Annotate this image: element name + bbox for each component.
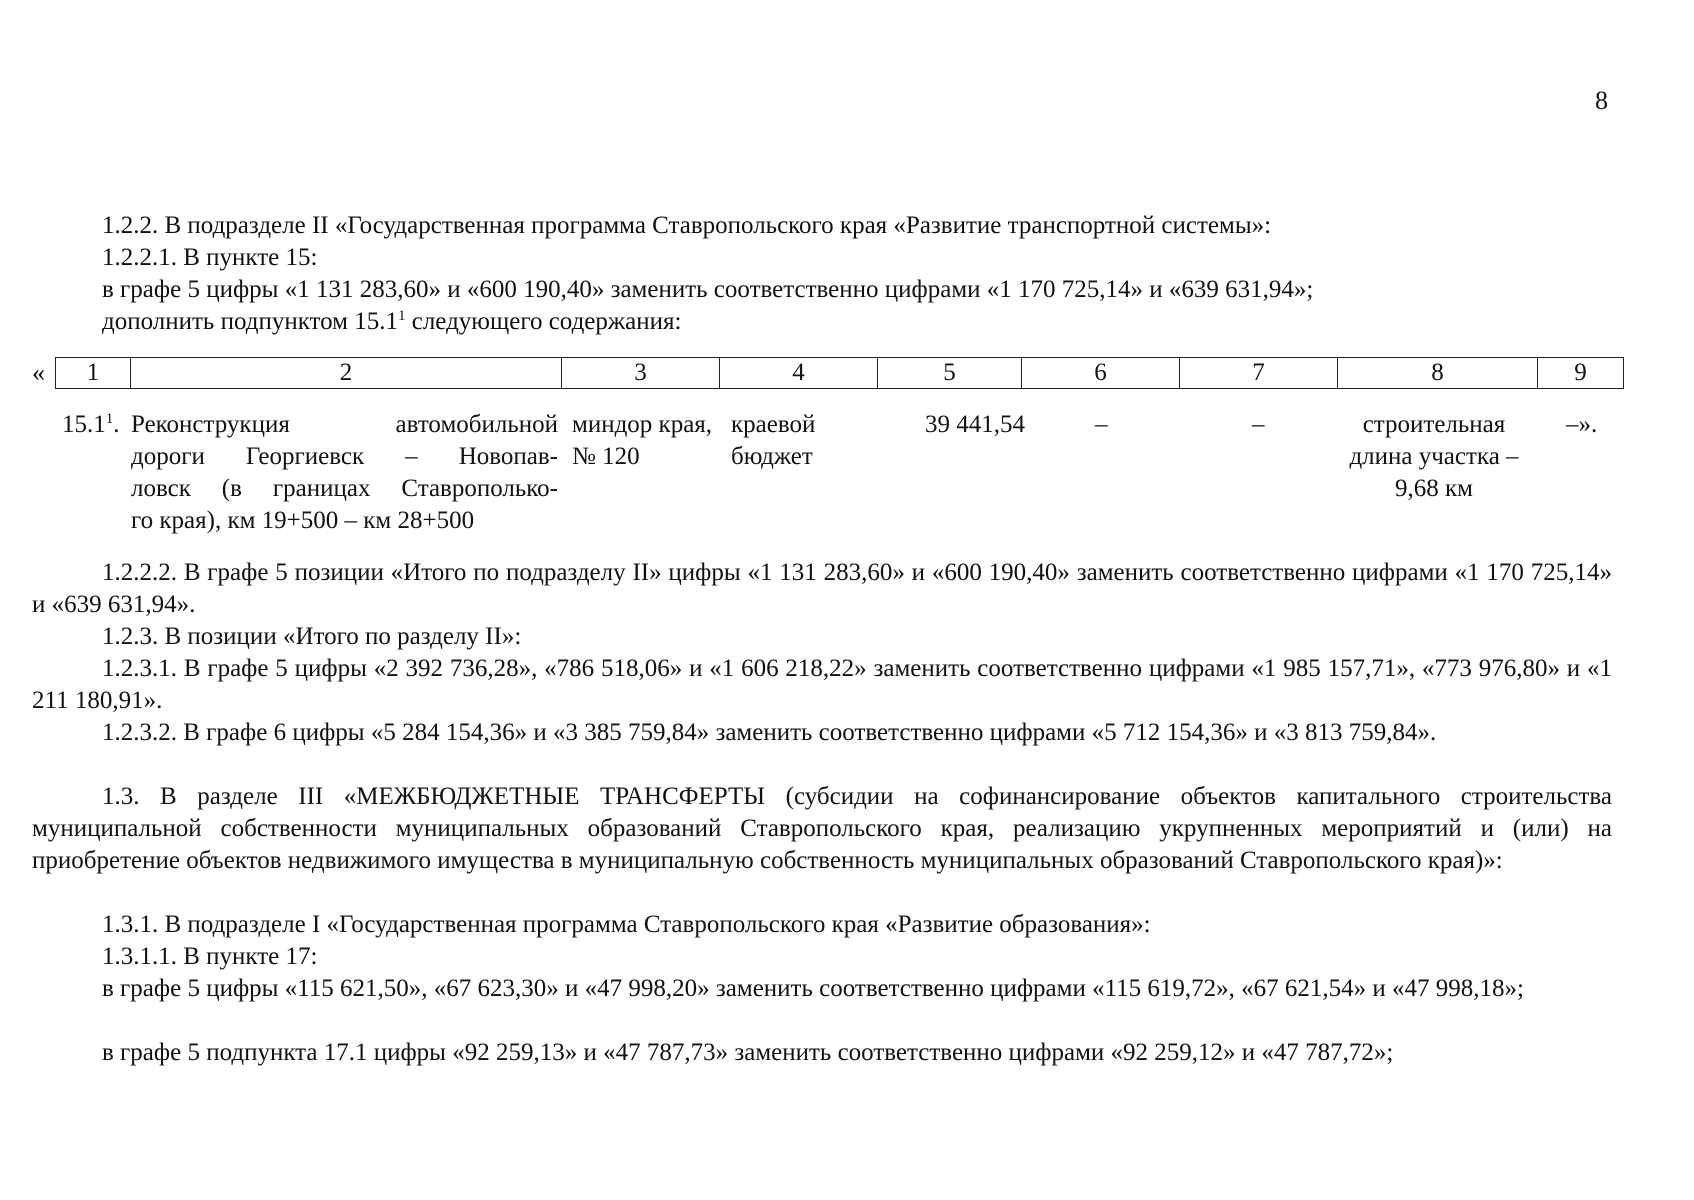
intro-paragraph-3: в графе 5 цифры «1 131 283,60» и «600 190,40» заменить соответственно цифрами «1 170 725,14» и «639 631,94»; bbox=[102, 276, 1314, 303]
row-col9-value: –». bbox=[1566, 411, 1598, 438]
body-paragraph-5: 1.3. В разделе III «МЕЖБЮДЖЕТНЫЕ ТРАНСФЕРТЫ (субсидии на софинансирование объектов капитального строительства муниципальной собственности муниципальных образований Ставропольского края, реализацию укрупненных мероприятий и (или) на приобретение объектов недвижимого имущества в муниципальную собственность муниципальных образований Ставропольского края)»: bbox=[32, 783, 1612, 874]
body-paragraph-4: 1.2.3.2. В графе 6 цифры «5 284 154,36» и «3 385 759,84» заменить соответственно цифрами «5 712 154,36» и «3 813 759,84». bbox=[102, 719, 1437, 746]
header-cell-3: 3 bbox=[562, 358, 720, 389]
body-paragraph-9: в графе 5 подпункта 17.1 цифры «92 259,13» и «47 787,73» заменить соответственно цифрами «92 259,12» и «47 787,72»; bbox=[102, 1039, 1394, 1066]
intro-p4-text: дополнить подпунктом 15.1 bbox=[102, 308, 398, 335]
header-cell-6: 6 bbox=[1022, 358, 1180, 389]
row-object-name bbox=[131, 409, 558, 537]
header-cell-2: 2 bbox=[131, 358, 562, 389]
body-paragraph-2: 1.2.3. В позиции «Итого по разделу II»: bbox=[102, 623, 522, 650]
header-cell-1: 1 bbox=[56, 358, 131, 389]
row-col7-value: – bbox=[1252, 411, 1265, 438]
header-cell-9: 9 bbox=[1538, 358, 1624, 389]
table-open-quote: « bbox=[32, 358, 45, 387]
body-paragraph-6: 1.3.1. В подразделе I «Государственная программа Ставропольского края «Развитие образования»: bbox=[102, 911, 1151, 938]
column-header-row bbox=[56, 358, 1624, 389]
row-col4-budget: краевой бюджет bbox=[731, 411, 816, 470]
intro-paragraph-2: 1.2.2.1. В пункте 15: bbox=[102, 244, 318, 271]
header-cell-4: 4 bbox=[720, 358, 878, 389]
header-cell-8: 8 bbox=[1338, 358, 1538, 389]
row-col3-agency: миндор края, № 120 bbox=[572, 411, 713, 470]
intro-paragraph-4 bbox=[102, 306, 681, 338]
row-number bbox=[62, 409, 120, 441]
row-number-superscript: 1 bbox=[105, 411, 114, 427]
body-paragraph-8: в графе 5 цифры «115 621,50», «67 623,30» и «47 998,20» заменить соответственно цифрами «115 619,72», «67 621,54» и «47 998,18»; bbox=[102, 975, 1524, 1002]
intro-p4-superscript: 1 bbox=[397, 308, 406, 324]
intro-paragraph-1: 1.2.2. В подразделе II «Государственная программа Ставропольского края «Развитие транспортной системы»: bbox=[102, 212, 1272, 239]
body-paragraph-3: 1.2.3.1. В графе 5 цифры «2 392 736,28», «786 518,06» и «1 606 218,22» заменить соответственно цифрами «1 985 157,71», «773 976,80» и «1 211 180,91». bbox=[32, 655, 1612, 714]
row-object-name-line: дороги Георгиевск – Новопав- bbox=[131, 443, 558, 470]
row-object-name-line: Реконструкция автомобильной bbox=[131, 411, 558, 438]
page-number: 8 bbox=[1595, 86, 1608, 115]
row-number-dot: . bbox=[113, 411, 120, 438]
body-paragraph-7: 1.3.1.1. В пункте 17: bbox=[102, 943, 318, 970]
row-object-name-line: ловск (в границах Ставрополько- bbox=[131, 475, 558, 502]
row-col5-amount: 39 441,54 bbox=[925, 411, 1025, 438]
row-col8-capacity: строительная длина участка – 9,68 км bbox=[1349, 411, 1519, 502]
header-cell-7: 7 bbox=[1180, 358, 1338, 389]
body-paragraph-1: 1.2.2.2. В графе 5 позиции «Итого по подразделу II» цифры «1 131 283,60» и «600 190,40» заменить соответственно цифрами «1 170 725,14» и «639 631,94». bbox=[32, 559, 1612, 618]
row-object-name-line: го края), км 19+500 – км 28+500 bbox=[131, 507, 475, 534]
intro-p4-tail: следующего содержания: bbox=[405, 308, 682, 335]
row-col6-value: – bbox=[1095, 411, 1108, 438]
row-number-text: 15.1 bbox=[62, 411, 106, 438]
column-header-table bbox=[55, 357, 1624, 389]
header-cell-5: 5 bbox=[878, 358, 1022, 389]
